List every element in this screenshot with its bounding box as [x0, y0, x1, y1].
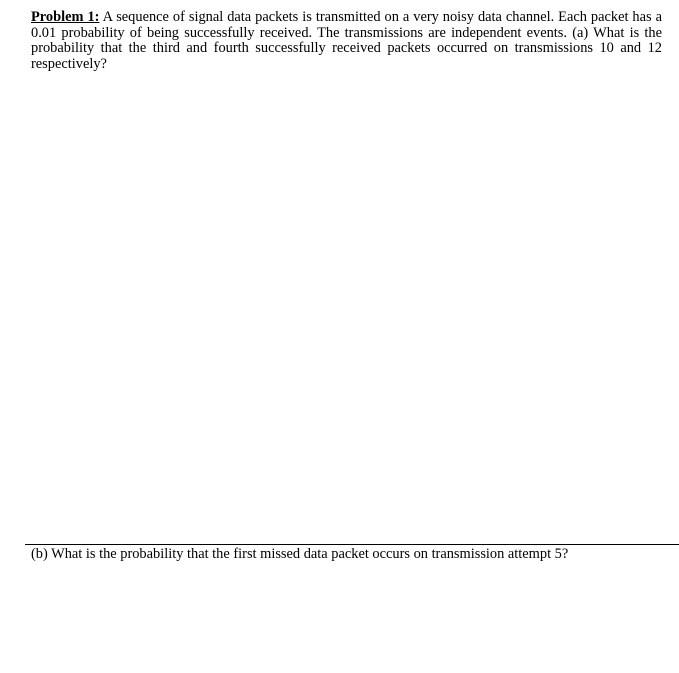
section-divider [25, 544, 679, 545]
part-b-answer-space[interactable] [31, 566, 662, 666]
part-a-answer-space[interactable] [31, 90, 662, 540]
part-b-statement [31, 547, 671, 563]
part-b-label: (b) [31, 546, 48, 562]
part-b-question: What is the probability that the first missed data packet occurs on transmission attempt 5? [47, 546, 569, 562]
problem-intro: A sequence of signal data packets is transmitted on a very noisy data channel. Each packet has a 0.01 probability of being successfully received. The transmissions are independent events. [31, 9, 662, 41]
problem-heading [31, 9, 99, 25]
problem-statement [31, 10, 662, 72]
problem-heading-label: Problem 1 [31, 9, 95, 25]
part-a-label: (a) [572, 24, 589, 41]
part-a-question: What is the probability that the third and fourth successfully received packets occurred on transmissions 10 and 12 respectively? [31, 24, 662, 72]
problem-heading-colon: : [94, 9, 100, 25]
